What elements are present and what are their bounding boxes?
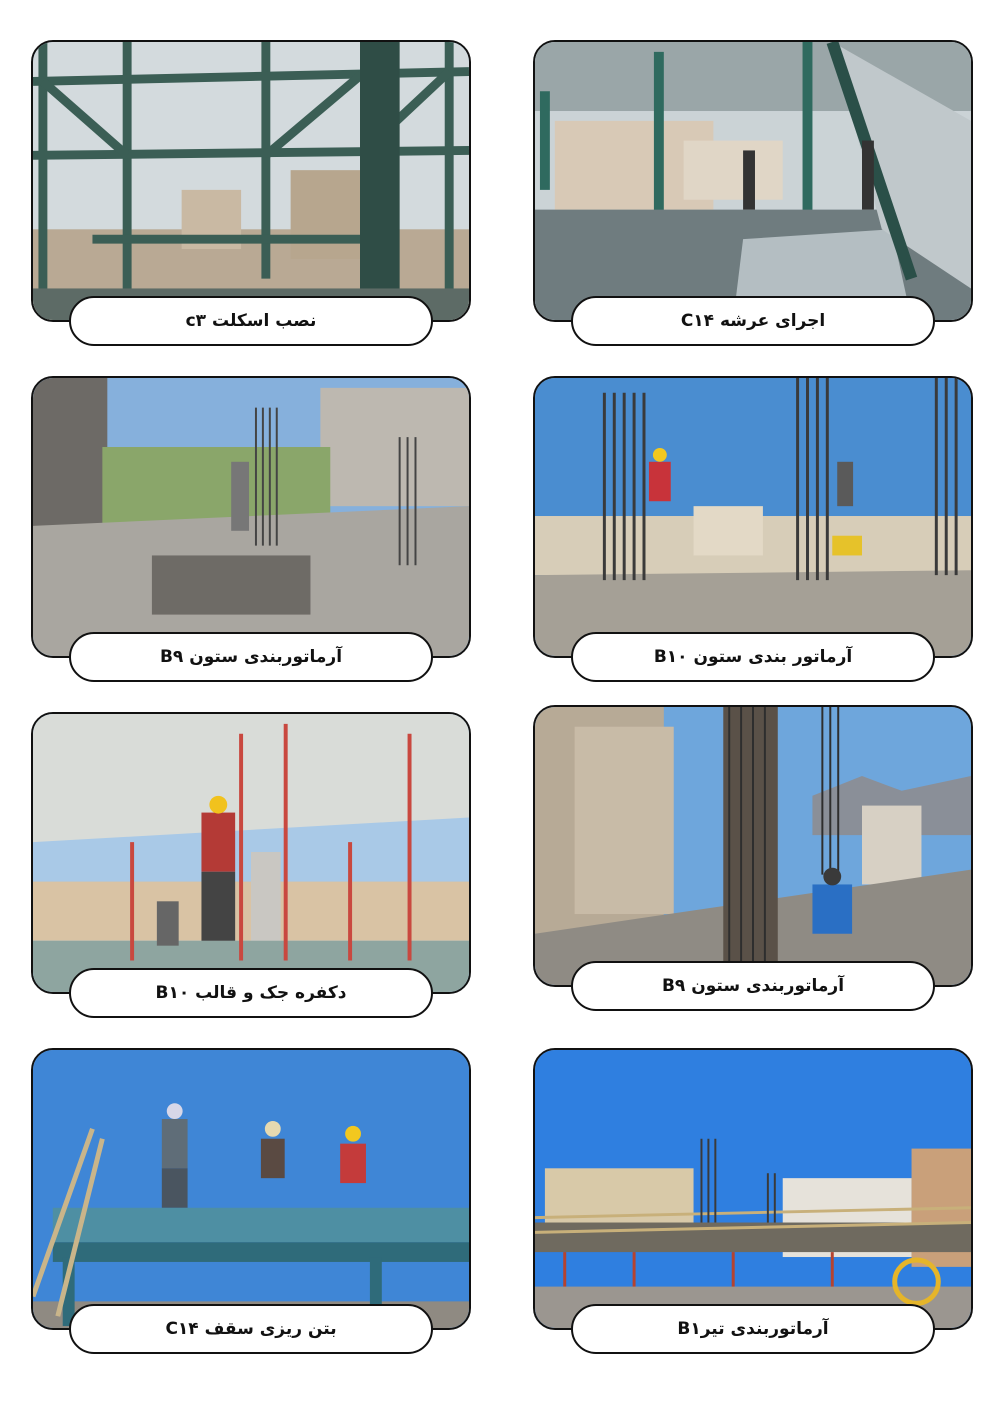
photo-caption: آرماتوربندی ستون B۹ — [571, 961, 935, 1011]
photo-caption: بتن ریزی سقف C۱۴ — [69, 1304, 433, 1354]
photo-caption: دکفره جک و قالب B۱۰ — [69, 968, 433, 1018]
photo-card-1 — [31, 40, 471, 331]
construction-photo — [31, 40, 471, 322]
photo-caption: آرماتوربندی ستون B۹ — [69, 632, 433, 682]
photo-caption: آرماتور بندی ستون B۱۰ — [571, 632, 935, 682]
photo-caption: نصب اسکلت c۳ — [69, 296, 433, 346]
photo-caption: اجرای عرشه C۱۴ — [571, 296, 935, 346]
photo-card-2 — [533, 40, 973, 331]
construction-photo — [31, 712, 471, 994]
photo-caption: آرماتوربندی تیرB۱ — [571, 1304, 935, 1354]
construction-photo — [533, 40, 973, 322]
photo-card-5 — [31, 712, 471, 1003]
photo-card-3 — [31, 376, 471, 667]
construction-photo — [533, 376, 973, 658]
construction-photo — [533, 705, 973, 987]
photo-card-8 — [533, 1048, 973, 1339]
construction-photo — [31, 376, 471, 658]
photo-card-7 — [31, 1048, 471, 1339]
construction-photo — [533, 1048, 973, 1330]
photo-card-4 — [533, 376, 973, 667]
photo-card-6 — [533, 705, 973, 996]
construction-photo — [31, 1048, 471, 1330]
